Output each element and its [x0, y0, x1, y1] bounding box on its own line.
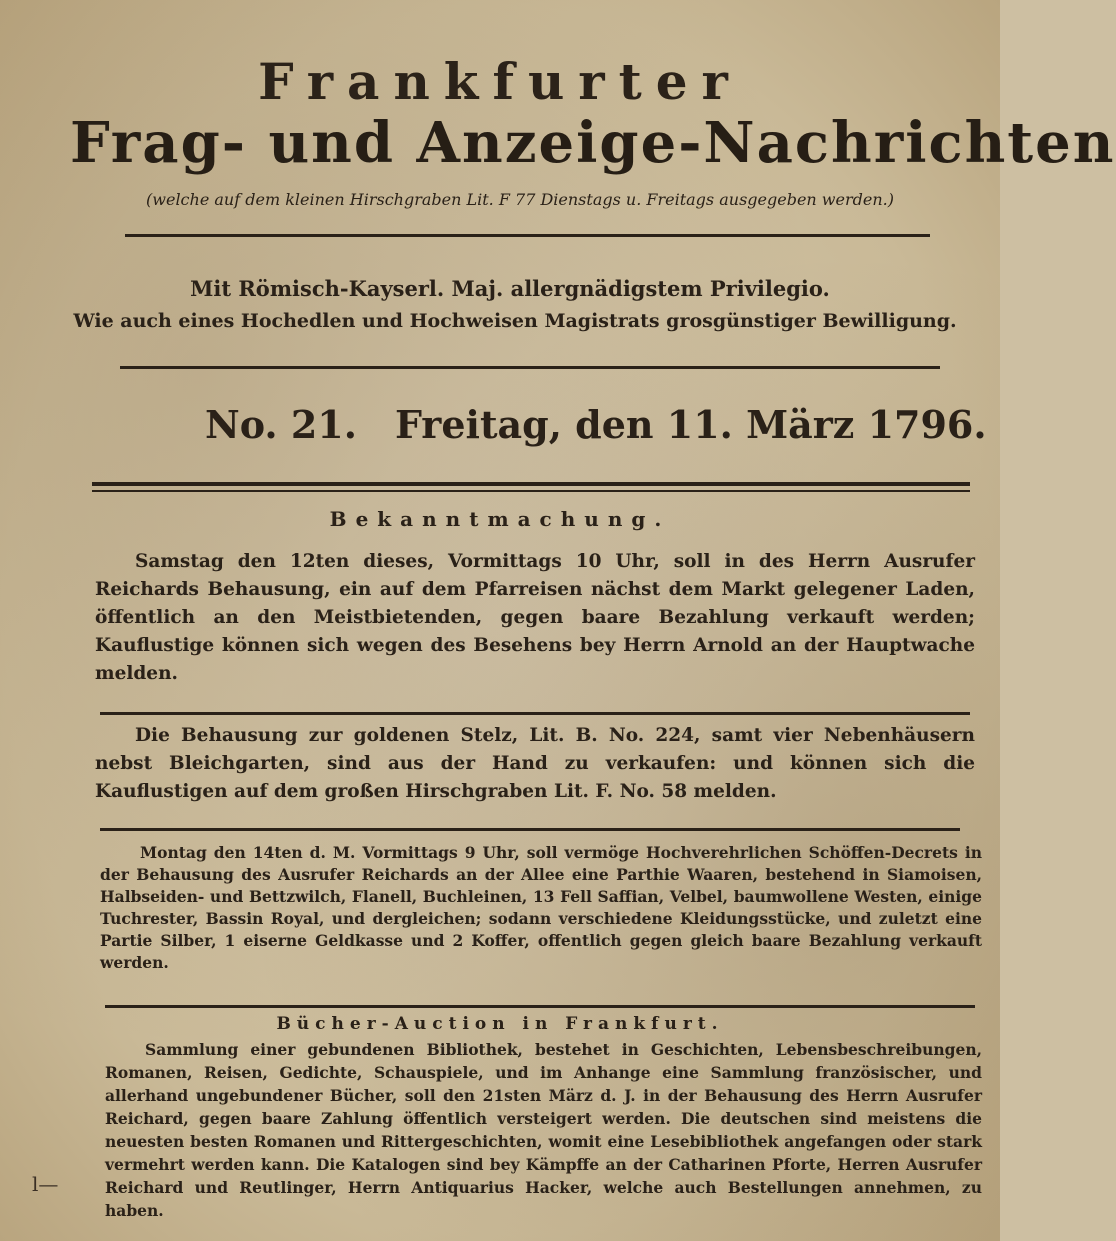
masthead-title: Frankfurter — [258, 52, 742, 111]
notice-paragraph — [105, 1038, 982, 1222]
issue-number: No. 21. — [205, 402, 357, 447]
section-heading: Bekanntmachung. — [329, 507, 671, 531]
divider-rule — [100, 712, 970, 715]
notice-text: Samstag den 12ten dieses, Vormittags 10 Uhr, soll in des Herrn Ausrufer Reichards Behausung, ein auf dem Pfarreisen nächst dem Markt gelegener Laden, öffentlich an den Meistbietenden, gegen baare Bezahlung verkauft werden; Kauflustige können sich wegen des Besehens bey Herrn Arnold an der Hauptwache melden. — [95, 551, 975, 684]
imprint-line: (welche auf dem kleinen Hirschgraben Lit. F 77 Dienstags u. Freitags ausgegeben werden.) — [146, 190, 894, 209]
notice-text: Die Behausung zur goldenen Stelz, Lit. B. No. 224, samt vier Nebenhäusern nebst Bleichgarten, sind aus der Hand zu verkaufen: und können sich die Kauflustigen auf dem großen Hirschgraben Lit. F. No. 58 melden. — [95, 725, 975, 802]
divider-rule — [105, 1005, 975, 1008]
notice-text: Sammlung einer gebundenen Bibliothek, bestehet in Geschichten, Lebensbeschreibungen, Romanen, Reisen, Gedichte, Schauspiele, und im Anhange eine Sammlung französischer, und allerhand ungebundener Bücher, soll den 21sten März d. J. in der Behausung des Herrn Ausrufer Reichard, gegen baare Zahlung öffentlich versteigert werden. Die deutschen sind meistens die neuesten besten Romanen und Rittergeschichten, womit eine Lesebibliothek angefangen oder stark vermehrt werden kann. Die Katalogen sind bey Kämpffe an der Catharinen Pforte, Herren Ausrufer Reichard und Reutlinger, Herrn Antiquarius Hacker, welche auch Bestellungen annehmen, zu haben. — [105, 1040, 982, 1220]
privilege-line-2: Wie auch eines Hochedlen und Hochweisen Magistrats grosgünstiger Bewilligung. — [73, 310, 957, 332]
divider-rule — [92, 490, 970, 492]
notice-paragraph — [95, 722, 975, 806]
notice-paragraph — [95, 548, 975, 688]
divider-rule — [120, 366, 940, 369]
privilege-line-1: Mit Römisch-Kayserl. Maj. allergnädigstem Privilegio. — [190, 276, 830, 301]
divider-rule — [125, 234, 930, 237]
notice-paragraph — [100, 842, 982, 974]
auction-title: Bücher-Auction in Frankfurt. — [276, 1014, 724, 1034]
divider-rule — [100, 828, 960, 831]
divider-rule — [92, 482, 970, 486]
margin-mark: l— — [32, 1172, 59, 1196]
issue-date: Freitag, den 11. März 1796. — [395, 402, 987, 447]
notice-text: Montag den 14ten d. M. Vormittags 9 Uhr, soll vermöge Hochverehrlichen Schöffen-Decrets in der Behausung des Ausrufer Reichards an der Allee eine Parthie Waaren, bestehend in Siamoisen, Halbseiden- und Bettzwilch, Flanell, Buchleinen, 13 Fell Saffian, Velbel, baumwollene Westen, einige Tuchrester, Bassin Royal, und dergleichen; sodann verschiedene Kleidungsstücke, und zuletzt eine Partie Silber, 1 eiserne Geldkasse und 2 Koffer, offentlich gegen gleich baare Bezahlung verkauft werden. — [100, 843, 982, 972]
masthead-subtitle: Frag- und Anzeige-Nachrichten — [70, 110, 1116, 176]
